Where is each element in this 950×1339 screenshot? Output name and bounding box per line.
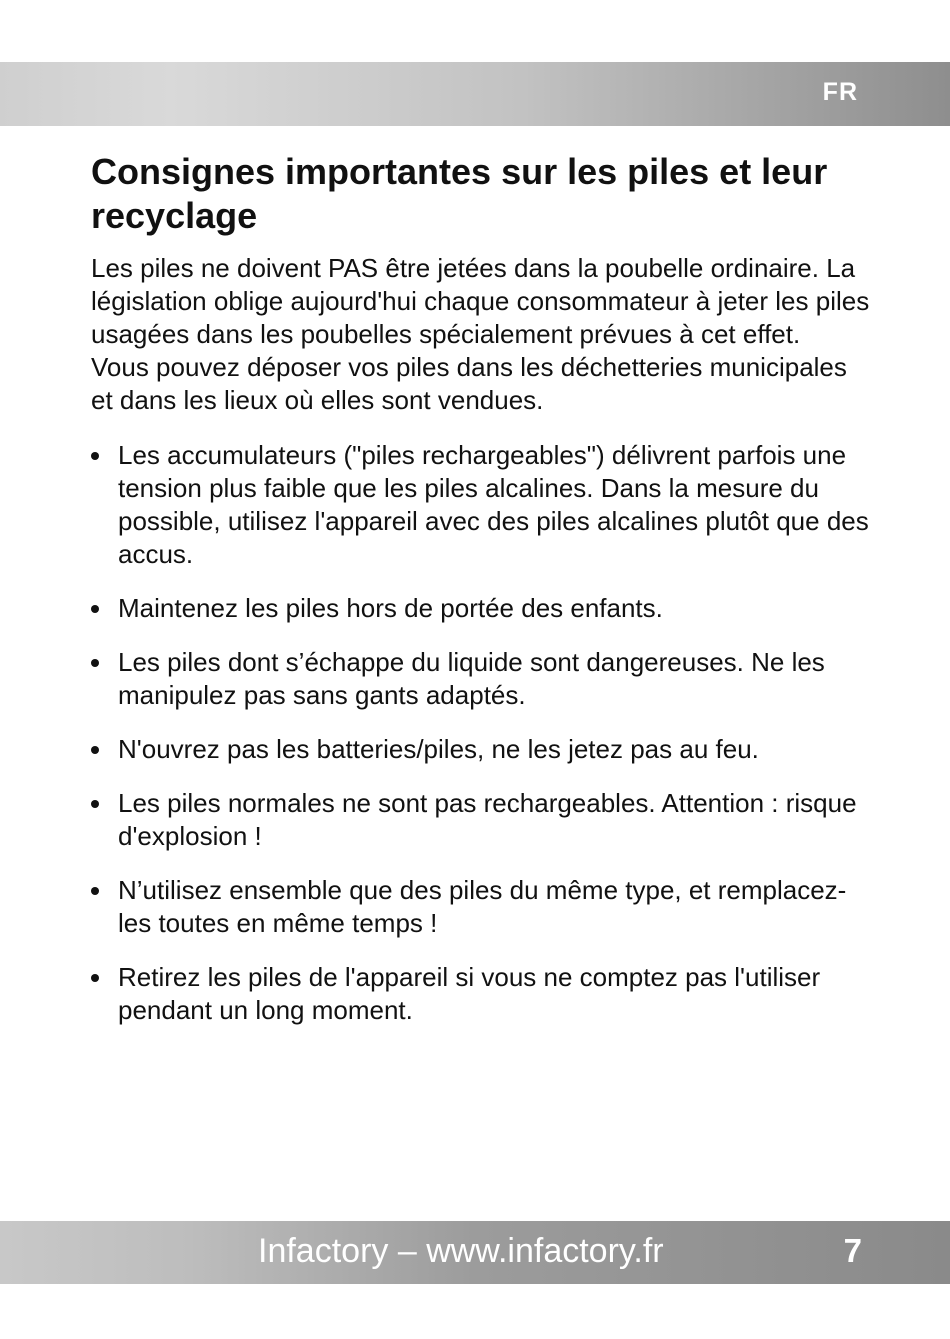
list-item	[91, 733, 871, 766]
bullet-icon	[91, 605, 99, 613]
list-item	[91, 787, 871, 853]
bullet-icon	[91, 746, 99, 754]
bullet-icon	[91, 659, 99, 667]
intro-line-2: Vous pouvez déposer vos piles dans les déchetteries municipales et dans les lieux où elles sont vendues.	[91, 352, 847, 415]
bullet-icon	[91, 452, 99, 460]
list-item-text: Les piles normales ne sont pas rechargeables. Attention : risque d'explosion !	[118, 788, 857, 851]
list-item-text: Retirez les piles de l'appareil si vous ne comptez pas l'utiliser pendant un long moment.	[118, 962, 821, 1025]
list-item	[91, 592, 871, 625]
list-item-text: Maintenez les piles hors de portée des enfants.	[118, 593, 663, 623]
intro-paragraph	[91, 252, 871, 417]
list-item	[91, 874, 871, 940]
page-content	[91, 150, 871, 1048]
safety-bullet-list	[91, 439, 871, 1027]
page-number: 7	[843, 1232, 862, 1269]
bullet-icon	[91, 974, 99, 982]
page-title: Consignes importantes sur les piles et leur recyclage	[91, 151, 828, 236]
bullet-icon	[91, 800, 99, 808]
language-tag: FR	[822, 78, 858, 106]
bullet-icon	[91, 887, 99, 895]
list-item-text: N’utilisez ensemble que des piles du même type, et remplacez-les toutes en même temps !	[118, 875, 847, 938]
list-item	[91, 439, 871, 571]
intro-line-1: Les piles ne doivent PAS être jetées dans la poubelle ordinaire. La législation oblige aujourd'hui chaque consommateur à jeter les piles usagées dans les poubelles spécialement prévues à cet effet.	[91, 253, 870, 349]
header-band	[0, 62, 950, 126]
list-item-text: Les accumulateurs ("piles rechargeables") délivrent parfois une tension plus faible que les piles alcalines. Dans la mesure du possible, utilisez l'appareil avec des piles alcalines plutôt que des accus.	[118, 440, 869, 569]
list-item-text: N'ouvrez pas les batteries/piles, ne les jetez pas au feu.	[118, 734, 759, 764]
list-item	[91, 646, 871, 712]
footer-website-text: Infactory – www.infactory.fr	[258, 1232, 664, 1270]
list-item	[91, 961, 871, 1027]
list-item-text: Les piles dont s’échappe du liquide sont dangereuses. Ne les manipulez pas sans gants adaptés.	[118, 647, 825, 710]
